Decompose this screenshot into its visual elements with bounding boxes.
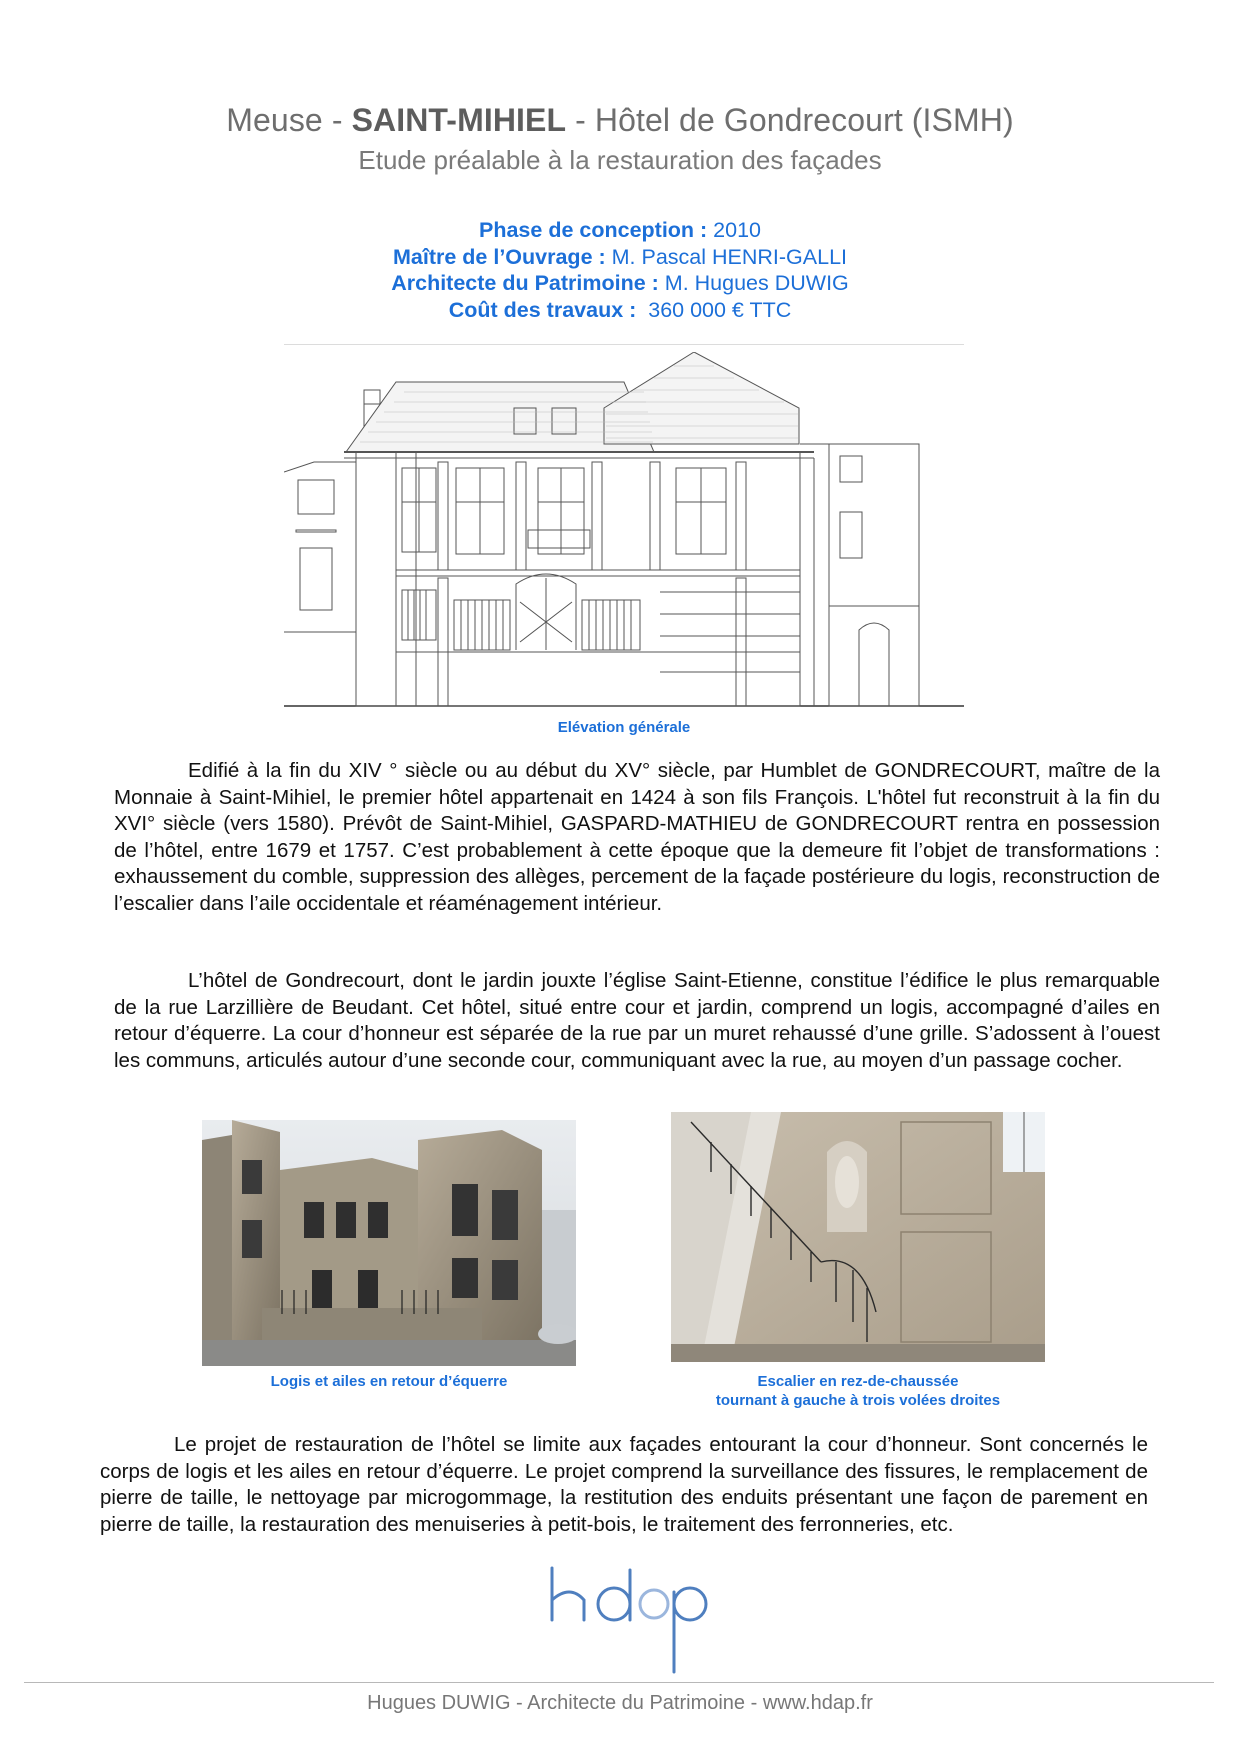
owner-label: Maître de l’Ouvrage : (392, 244, 606, 269)
elevation-caption: Elévation générale (557, 719, 691, 736)
title-region: Meuse (226, 102, 323, 138)
footer-text: Hugues DUWIG - Architecte du Patrimoine - www.hdap.fr (367, 1692, 873, 1714)
separator-line (284, 344, 964, 345)
photo-staircase (671, 1112, 1045, 1362)
architect-label: Architecte du Patrimoine : (391, 271, 659, 295)
photo-courtyard (202, 1120, 576, 1366)
paragraph-history-text: Edifié à la fin du XIV ° siècle ou au début du XV° siècle, par Humblet de GONDRECOURT, maître de la Monnaie à Saint-Mihiel, le premier hôtel appartenait en 1424 à son fils François. L'hôtel fut reconstruit à la fin du XVI° siècle (vers 1580). Prévôt de Saint-Mihiel, GASPARD-MATHIEU de GONDRECOURT rentra en possession de l’hôtel, entre 1679 et 1757. C’est probablement à cette époque que la demeure fit l’objet de transformations : exhaussement du comble, suppression des allèges, percement de la façade postérieure du logis, reconstruction de l’escalier dans l’aile occidentale et réaménagement intérieur. (114, 759, 1160, 915)
cost-value: 360 000 € TTC (636, 297, 792, 322)
footer-separator (24, 1682, 1214, 1683)
document-subtitle: Etude préalable à la restauration des façades (358, 145, 882, 175)
phase-line (0, 217, 1240, 244)
paragraph-history (114, 758, 1160, 917)
photo-courtyard-caption: Logis et ailes en retour d’équerre (270, 1373, 508, 1390)
photo-staircase-caption-line2: tournant à gauche à trois volées droites (715, 1392, 1001, 1409)
cost-line (0, 297, 1240, 324)
project-info (0, 217, 1240, 323)
architect-line (0, 270, 1240, 297)
title-separator: - (322, 102, 352, 138)
hdap-logo (540, 1560, 720, 1680)
photo-staircase-caption-line1: Escalier en rez-de-chaussée (757, 1373, 959, 1390)
paragraph-project-text: Le projet de restauration de l’hôtel se limite aux façades entourant la cour d’honneur. Sont concernés le corps de logis et les ailes en retour d’équerre. Le projet comprend la surveillance des fissures, le remplacement de pierre de taille, le nettoyage par microgommage, la restitution des enduits présentant une façon de parement en pierre de taille, la restauration des menuiseries à petit-bois, le traitement des ferronneries, etc. (100, 1433, 1148, 1536)
document-title (0, 102, 1240, 139)
title-building: Hôtel de Gondrecourt (ISMH) (594, 102, 1014, 138)
paragraph-description-text: L’hôtel de Gondrecourt, dont le jardin jouxte l’église Saint-Etienne, constitue l’édifice le plus remarquable de la rue Larzillière de Beudant. Cet hôtel, situé entre cour et jardin, comprend un logis, accompagné d’ailes en retour d’équerre. La cour d’honneur est séparée de la rue par un muret rehaussé d’une grille. S’adossent à l’ouest les communs, articulés autour d’une seconde cour, communiquant avec la rue, au moyen d’un passage cocher. (114, 969, 1160, 1072)
title-separator: - (566, 102, 595, 138)
cost-label: Coût des travaux : (448, 297, 637, 322)
paragraph-description (114, 968, 1160, 1074)
owner-value: M. Pascal HENRI-GALLI (605, 244, 847, 269)
phase-value: 2010 (707, 218, 761, 242)
elevation-drawing (284, 352, 964, 708)
title-place: SAINT-MIHIEL (351, 102, 567, 138)
architect-value: M. Hugues DUWIG (658, 271, 849, 295)
phase-label: Phase de conception : (479, 218, 708, 242)
owner-line (0, 244, 1240, 271)
photo-staircase-caption (640, 1372, 1076, 1410)
paragraph-project (100, 1432, 1148, 1538)
